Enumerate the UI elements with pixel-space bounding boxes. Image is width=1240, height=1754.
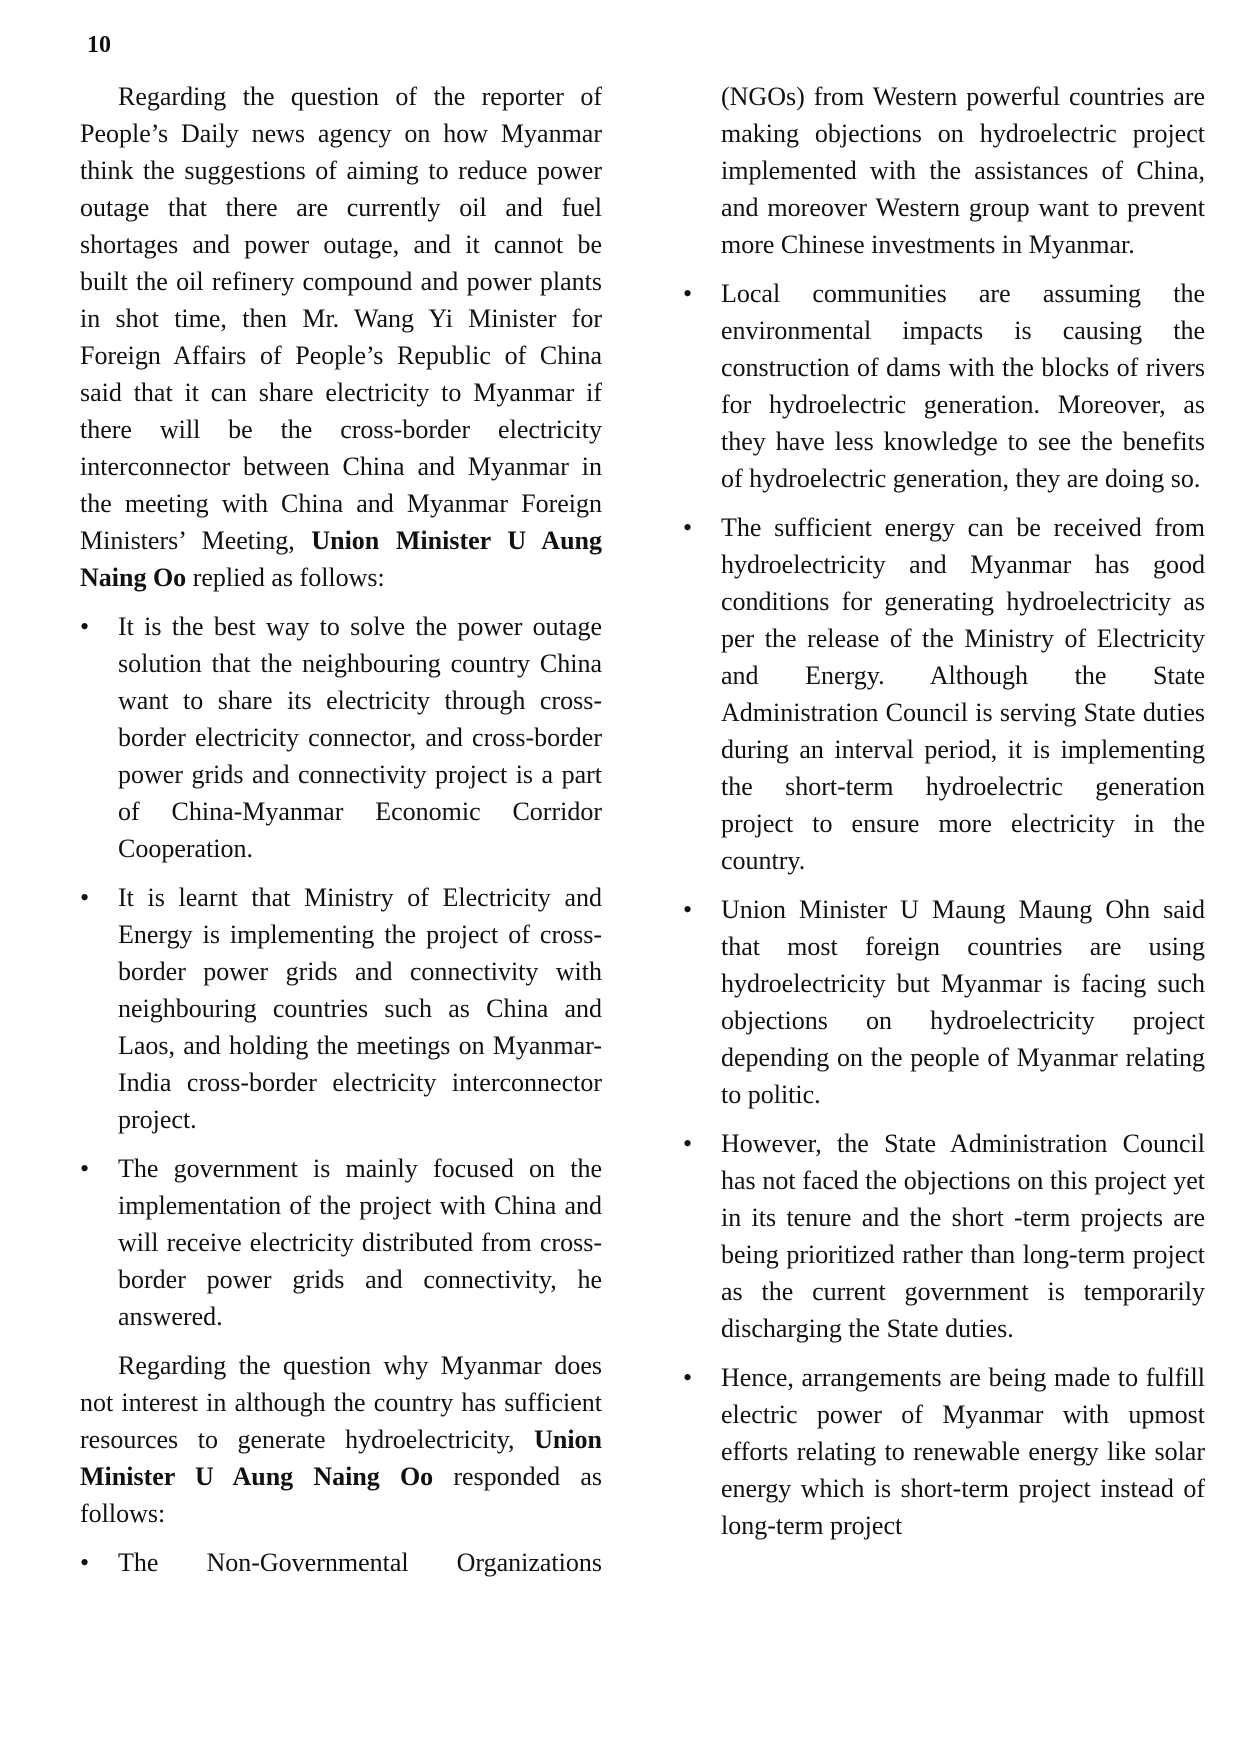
paragraph-text: Regarding the question of the reporter of People’s Daily news agency on how Myanmar think the suggestions of aiming to reduce power outage that there are currently oil and fuel shortages and power outage, and it cannot be built the oil refinery compound and power plants in shot time, then Mr. Wang Yi Minister for Foreign Affairs of People’s Republic of China said that it can share electricity to Myanmar if there will be the cross-border electricity interconnector between China and Myanmar in the meeting with China and Myanmar Foreign Ministers’ Meeting,	[80, 82, 602, 555]
hydro-bullet-list-continued	[683, 275, 1205, 1544]
paragraph-hydro-question	[80, 1347, 602, 1532]
bullet-item: • The Non-Governmental Organizations	[80, 1544, 602, 1581]
bullet-item: • However, the State Administration Council has not faced the objections on this project yet in its tenure and the short -term projects are being prioritized rather than long-term project as the current government is temporarily discharging the State duties.	[683, 1125, 1205, 1347]
bullet-continuation: (NGOs) from Western powerful countries are making objections on hydroelectric project implemented with the assistances of China, and moreover Western group want to prevent more Chinese investments in Myanmar.	[721, 82, 1205, 259]
hydro-bullet-list	[80, 1544, 602, 1581]
paragraph-tail: replied as follows:	[186, 563, 385, 592]
right-column	[683, 78, 1205, 1556]
bullet-item: • It is the best way to solve the power outage solution that the neighbouring country China want to share its electricity through cross-border electricity connector, and cross-border power grids and connectivity project is a part of China-Myanmar Economic Corridor Cooperation.	[80, 608, 602, 867]
paragraph-tail: responded as follows:	[80, 1462, 602, 1528]
bullet-item: • Local communities are assuming the environmental impacts is causing the construction of dams with the blocks of rivers for hydroelectric generation. Moreover, as they have less knowledge to see the benefits of hydroelectric generation, they are doing so.	[683, 275, 1205, 497]
bullet-item: • Union Minister U Maung Maung Ohn said that most foreign countries are using hydroelectricity but Myanmar is facing such objections on hydroelectricity project depending on the people of Myanmar relating to politic.	[683, 891, 1205, 1113]
answer-bullet-list	[80, 608, 602, 1335]
paragraph-reporter-question	[80, 78, 602, 596]
bullet-item: • It is learnt that Ministry of Electricity and Energy is implementing the project of cross-border power grids and connectivity with neighbouring countries such as China and Laos, and holding the meetings on Myanmar-India cross-border electricity interconnector project.	[80, 879, 602, 1138]
speaker-name: Union Minister U Aung Naing Oo	[80, 1425, 602, 1491]
page-number: 10	[87, 32, 111, 58]
paragraph-text: Regarding the question why Myanmar does not interest in although the country has sufficient resources to generate hydroelectricity,	[80, 1351, 602, 1454]
bullet-item: • The government is mainly focused on the implementation of the project with China and will receive electricity distributed from cross-border power grids and connectivity, he answered.	[80, 1150, 602, 1335]
bullet-item: • Hence, arrangements are being made to fulfill electric power of Myanmar with upmost efforts relating to renewable energy like solar energy which is short-term project instead of long-term project	[683, 1359, 1205, 1544]
speaker-name: Union Minister U Aung Naing Oo	[80, 526, 602, 592]
left-column	[80, 78, 602, 1593]
bullet-item: • The sufficient energy can be received from hydroelectricity and Myanmar has good conditions for generating hydroelectricity as per the release of the Ministry of Electricity and Energy. Although the State Administration Council is serving State duties during an interval period, it is implementing the short-term hydroelectric generation project to ensure more electricity in the country.	[683, 509, 1205, 879]
